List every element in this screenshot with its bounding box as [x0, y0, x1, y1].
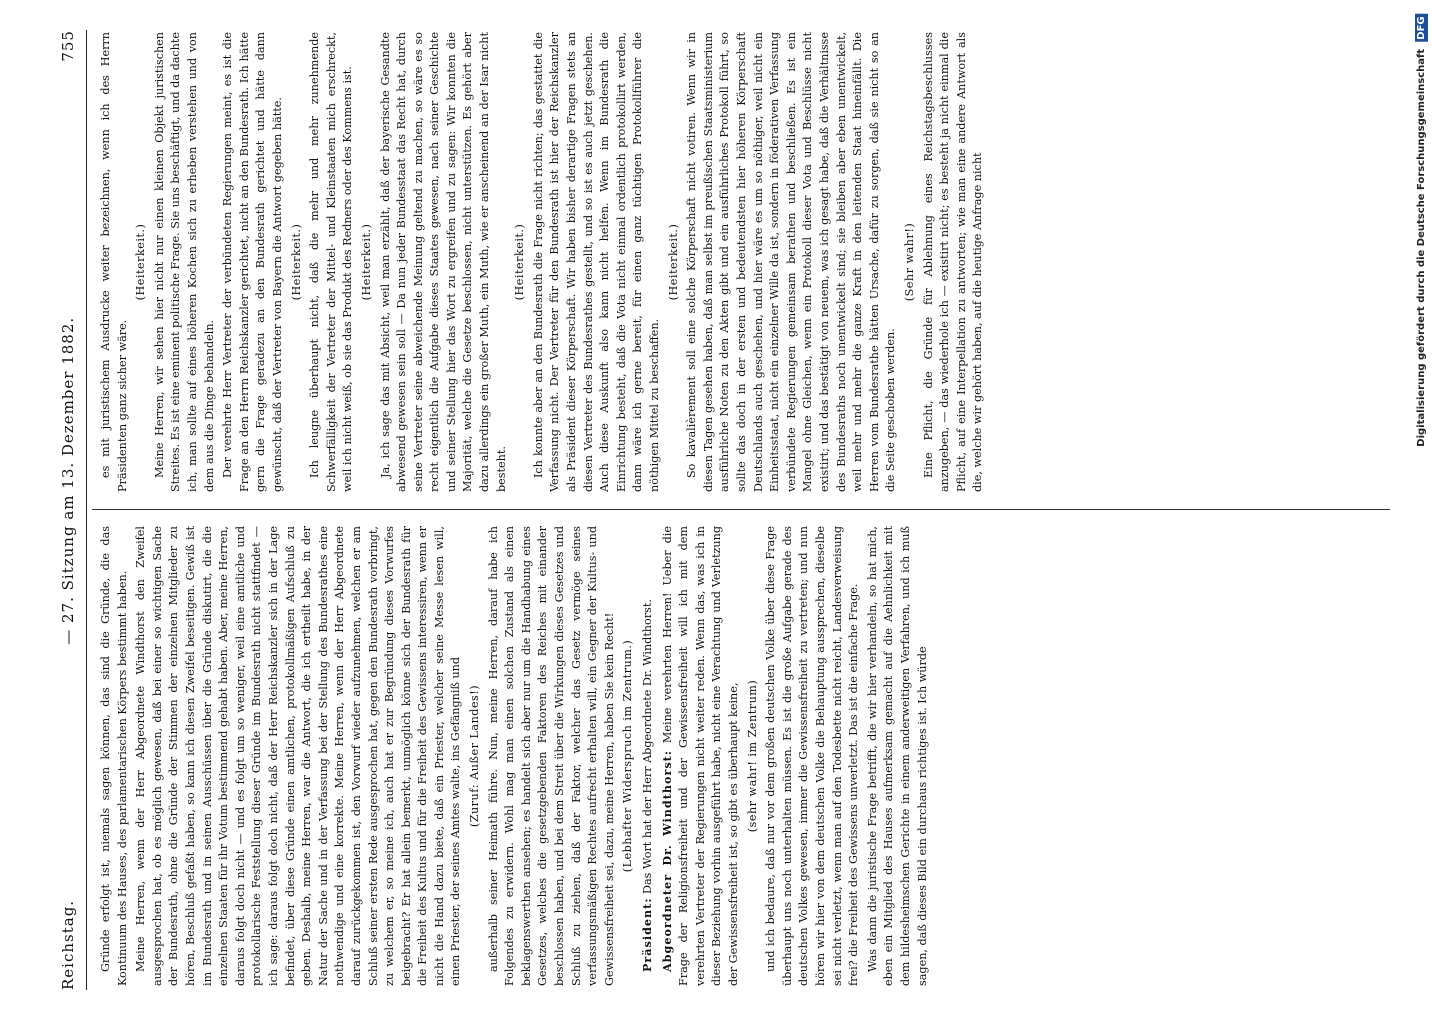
- speaker-name: Präsident:: [640, 897, 654, 972]
- left-column: [98, 526, 1384, 986]
- dfg-logo: DFG: [1416, 16, 1427, 40]
- right-column-paragraph: Meine Herren, wir sehen hier nicht nur einen kleinen Objekt juristischen Streites. Es ist eine eminent politische Frage. Sie uns beschäftigt, und da dachte ich, man sollte auf eines höheren Kochen sich zu erheben verstehen und von dem aus die Dinge behandeln.: [152, 32, 216, 492]
- page-number: 755: [59, 30, 77, 62]
- right-column-interjection: (Heiterkeit.): [289, 223, 303, 301]
- right-column-interjection: (Heiterkeit.): [359, 223, 373, 301]
- speech-text: Meine verehrten Herren! Ueber die Frage der Religionsfreiheit und der Gewissensfreiheit will ich mit dem verehrten Vertreter der Regierungen nicht weiter reden. Wenn das, was ich in dieser Beziehung vorhin ausgeführt habe, nicht eine Verachtung und Verletzung der Gewissensfreiheit ist, so gibt es überhaupt keine,: [660, 526, 740, 986]
- right-column-interjection: (Heiterkeit.): [134, 223, 148, 301]
- left-column-paragraph: und ich bedaure, daß nur vor dem großen deutschen Volke über diese Frage überhaupt uns noch unterhalten müssen. Es ist die große Aufgabe gerade des deutschen Volkes gewesen, immer die Gewissensfreiheit zu vertreten; und nun hören wir hier von dem deutschen Volke die Behauptung aussprechen, dieselbe sei nicht verletzt, wenn man auf den Todesbette nicht reicht, Landesverweisung frei? die Freiheit des Gewissens unverletzt. Das ist die einfache Frage.: [764, 526, 861, 986]
- left-column-paragraph: [639, 526, 657, 986]
- document-page: [20, 10, 1410, 1010]
- right-column-paragraph: Ich konnte aber an den Bundesrath die Frage nicht richten; das gestattet die Verfassung nicht. Der Vertreter für den Bundesrath ist hier der Reichskanzler als Präsident dieser Körperschaft. Wir haben bisher derartige Fragen stets an diesen Vertreter des Bundesrathes gestellt, und so ist es auch jetzt geschehen. Auch diese Auskunft also kann nicht helfen. Wenn im Bundesrath die Einrichtung besteht, daß die Vota nicht einmal ordentlich protokollirt werden, dann wäre ich gerne bereit, für einen ganz tüchtigen Protokollführer die nöthigen Mittel zu beschaffen.: [531, 32, 661, 492]
- right-column-paragraph: es mit juristischem Ausdrucke weiter bezeichnen, wenn ich des Herrn Präsidenten ganz sicher wäre.: [99, 32, 129, 492]
- left-column-paragraph: Meine Herren, wenn der Herr Abgeordnete Windthorst den Zweifel ausgesprochen hat, ob es möglich gewesen, daß bei einer so wichtigen Sache der Bundesrath, ohne die Gründe der Stimmen der einzelnen Mitglieder zu hören, Beschluß gefaßt haben, so kann ich diesen Zweifel beseitigen. Gewiß ist im Bundesrath und in seinen Ausschüssen über die Gründe diskutirt, die die einzelnen Staaten für ihr Votum bestimmend gehabt haben. Aber, meine Herren, daraus folgt doch nicht — und es folgt um so weniger, weil eine amtliche und protokollarische Feststellung dieser Gründe im Bundesrath nicht stattfindet — ich sage: daraus folgt doch nicht, daß der Herr Reichskanzler sich in der Lage befindet, über diese Gründe einen amtlichen, protokollmäßigen Aufschluß zu geben. Deshalb, meine Herren, war die Antwort, die ich ertheilt habe, in der Natur der Sache und in der Verfassung bei der Stellung des Bundesrathes eine nothwendige und eine korrekte. Meine Herren, wenn der Herr Abgeordnete darauf zurückgekommen ist, den Vorwurf wieder aufzunehmen, welchen er am Schluß seiner ersten Rede ausgesprochen hat, gegen den Bundesrath vorbringt, zu welchem er, so meine ich, auch hat er zur Begründung dieses Vorwurfes beigebracht? Er hat allein bemerkt, unmöglich könne sich der Bundesrath für die Freiheit des Kultus und für die Freiheit des Gewissens interessiren, wenn er nicht die Hand dazu biete, daß ein Priester, welcher seine Messe lesen will, einen Priester, der seines Amtes walte, ins Gefängniß und: [134, 526, 463, 986]
- left-column-interjection: (Lebhafter Widerspruch im Zentrum.): [621, 639, 635, 873]
- header-rule: [86, 30, 87, 990]
- left-column-interjection: (sehr wahr! im Zentrum): [745, 679, 759, 833]
- right-column: [98, 32, 1384, 492]
- header-publication: Reichstag.: [59, 899, 77, 990]
- right-column-interjection: (Sehr wahr!): [902, 222, 916, 302]
- right-column-paragraph: Ich leugne überhaupt nicht, daß die mehr und mehr zunehmende Schwerfälligkeit der Vertreter der Mittel- und Kleinstaaten mich erschreckt, weil ich nicht weiß, ob sie das Produkt des Redners oder des Kommens ist.: [308, 32, 355, 492]
- speaker-name: Abgeordneter Dr. Windthorst:: [659, 750, 674, 972]
- right-column-paragraph: Der verehrte Herr Vertreter der verbündeten Regierungen meint, es ist die Frage an den Herrn Reichskanzler gerichtet, nicht an den Bundesrath. Ich hätte gern die Frage geradezu an den Bundesrath gerichtet und hätte dann gewünscht, daß der Vertreter von Bayern die Antwort gegeben hätte.: [221, 32, 284, 492]
- right-column-paragraph: So kavalièrement soll eine solche Körperschaft nicht votiren. Wenn wir in diesen Tagen gesehen haben, daß man selbst im preußischen Staatsministerium ausführliche Noten zu den Akten gibt und ein ausführliches Protokoll führt, so sollte das doch in der ersten und bedeutendsten hier höheren Körperschaft Deutschlands auch geschehen, und hier wäre es um so nöthiger, weil nicht ein Einheitsstaat, nicht ein einzelner Wille da ist, sondern in föderativen Verfassung verbündete Regierungen gemeinsam berathen und beschließen. Es ist ein Mangel ohne Gleichen, wenn ein Protokoll dieser Vota und Beschlüsse nicht existirt; und das bestätigt von neuem, was ich gesagt habe, daß die Verhältnisse des Bundesraths noch unentwickelt sind; sie bleiben aber eben unentwickelt, weil mehr und mehr die ganze Kraft in den leitenden Staat hineinfällt. Die Herren vom Bundesrathe hätten Ursache, dafür zu sorgen, daß sie nicht so an die Seite geschoben werden.: [685, 32, 898, 492]
- digitization-credit: [1415, 14, 1428, 447]
- page-header: [56, 30, 80, 990]
- right-column-paragraph: Ja, ich sage das mit Absicht, weil man erzählt, daß der bayerische Gesandte abwesend gewesen sein soll — Da nun jeder Bundesstaat das Recht hat, durch seine Vertreter seine abweichende Meinung geltend zu machen, so wäre es so recht eigentlich die Aufgabe dieses Staates gewesen, nach seiner Geschichte und seiner Stellung hier das Wort zu ergreifen und zu sagen: Wir konnten die Majorität, welche die Gesetze beschlossen, nicht unterstützen. Es gehört aber dazu allerdings ein großer Muth, ein Muth, wie er anscheinend an der Isar nicht besteht.: [378, 32, 508, 492]
- header-session-date: — 27. Sitzung am 13. Dezember 1882.: [59, 316, 77, 645]
- right-column-interjection: (Heiterkeit.): [666, 223, 680, 301]
- column-divider: [92, 509, 1390, 510]
- left-column-paragraph: Gründe erfolgt ist, niemals sagen können, das sind die Gründe, die das Kontinuum des Hauses, des parlamentarischen Körpers bestimmt haben.: [99, 526, 129, 986]
- left-column-paragraph: außerhalb seiner Heimath führe. Nun, meine Herren, darauf habe ich Folgendes zu erwidern. Wohl mag man einen solchen Zustand als einen beklagenswerthen ansehen; es handelt sich aber nur um die Handhabung eines Gesetzes, welches die gesetzgebenden Faktoren des Reiches mit einander beschlossen haben, und bei dem Streit über die Wirkungen dieses Gesetzes und Schluß zu ziehen, daß der Faktor, welcher das Gesetz vermöge seines verfassungsmäßigen Rechtes aufrecht erhalten will, ein Gegner der Kultus- und Gewissensfreiheit sei, dazu, meine Herren, haben Sie kein Recht!: [486, 526, 616, 986]
- left-column-interjection: (Zuruf: Außer Landes!): [468, 684, 482, 828]
- right-column-paragraph: Eine Pflicht, die Gründe für Ablehnung eines Reichstagsbeschlusses anzugeben, — das wiederhole ich — existirt nicht; es besteht ja nicht einmal die Pflicht, auf eine Interpellation zu antworten; wie man eine andere Antwort als die, welche wir gehört haben, auf die heutige Anfrage nicht: [921, 32, 985, 492]
- right-column-interjection: (Heiterkeit.): [513, 223, 527, 301]
- left-column-paragraph: Was dann die juristische Frage betrifft, die wir hier verhandeln, so hat mich, eben ein Mitglied des Hauses aufmerksam gemacht auf die Aehnlichkeit mit dem hildesheimschen Gerichte in einem anderweitigen Verfahren, und ich muß sagen, daß dieses Bild ein durchaus richtiges ist. Ich würde: [865, 526, 929, 986]
- credit-text: Digitalisierung gefördert durch die Deutsche Forschungsgemeinschaft: [1416, 48, 1427, 447]
- speech-text: Das Wort hat der Herr Abgeordnete Dr. Windthorst.: [641, 599, 654, 894]
- left-column-paragraph: [659, 526, 743, 986]
